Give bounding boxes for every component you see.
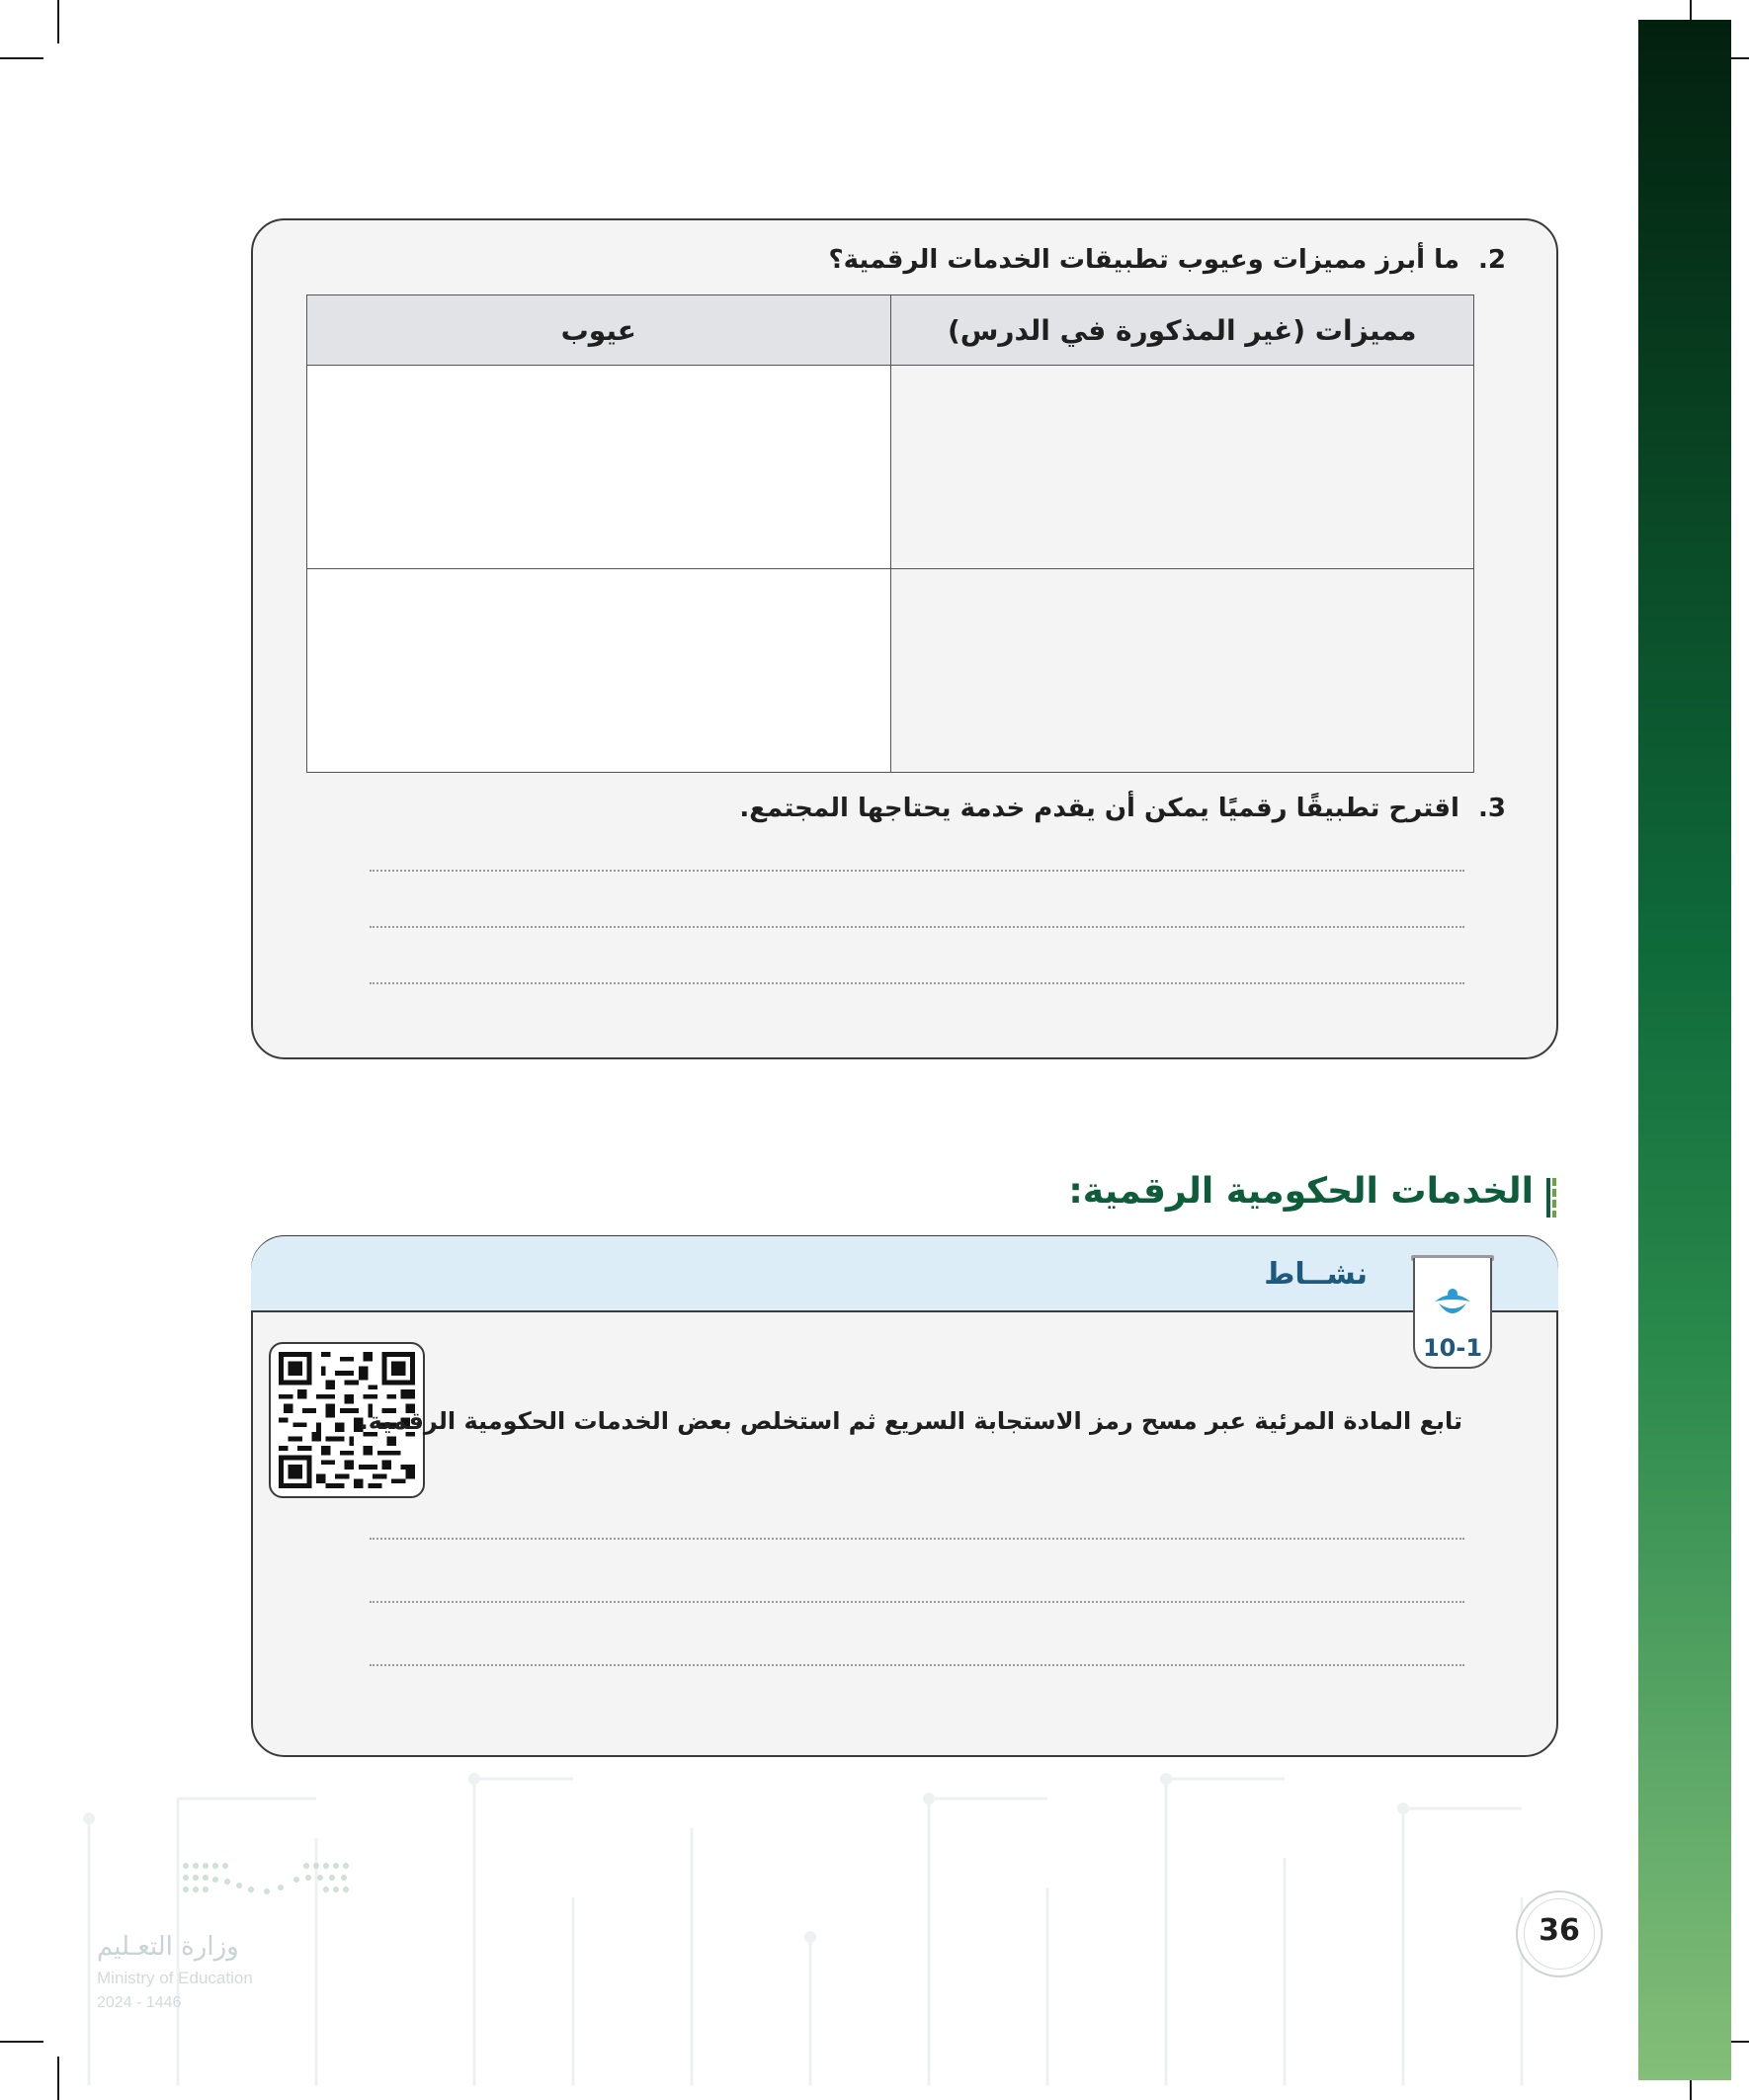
advantages-answer-cell[interactable] — [890, 569, 1474, 773]
background-decoration — [59, 1739, 1621, 2085]
answer-line[interactable] — [370, 1664, 1464, 1666]
disadvantages-header: عيوب — [307, 295, 891, 366]
table-row — [307, 366, 1474, 569]
answer-line[interactable] — [370, 926, 1464, 928]
question-3 — [739, 794, 1506, 823]
question-2 — [829, 245, 1506, 275]
activity-badge-number: 10-1 — [1422, 1334, 1483, 1362]
question-text: ما أبرز مميزات وعيوب تطبيقات الخدمات الرقمية؟ — [828, 245, 1459, 275]
crop-mark — [57, 0, 59, 43]
table-row — [307, 569, 1474, 773]
disadvantages-answer-cell[interactable] — [307, 366, 891, 569]
answer-line[interactable] — [370, 870, 1464, 872]
side-color-strip — [1638, 20, 1731, 2080]
activity-box — [251, 1235, 1558, 1757]
advantages-answer-cell[interactable] — [890, 366, 1474, 569]
activity-instruction: تابع المادة المرئية عبر مسح رمز الاستجابة السريع ثم استخلص بعض الخدمات الحكومية الرقمية. — [359, 1407, 1462, 1435]
advantages-header: مميزات (غير المذكورة في الدرس) — [890, 295, 1474, 366]
answer-line[interactable] — [370, 982, 1464, 984]
section-title: الخدمات الحكومية الرقمية: — [1068, 1171, 1534, 1212]
question-number: 3. — [1478, 794, 1506, 823]
answer-line[interactable] — [370, 1538, 1464, 1540]
advantages-disadvantages-table — [306, 294, 1474, 773]
ministry-logo-english: Ministry of Education — [97, 1969, 253, 1987]
ministry-logo-year: 2024 - 1446 — [97, 1994, 182, 2011]
question-text: اقترح تطبيقًا رقميًا يمكن أن يقدم خدمة يحتاجها المجتمع. — [739, 794, 1459, 823]
crop-mark — [0, 57, 43, 59]
disadvantages-answer-cell[interactable] — [307, 569, 891, 773]
ministry-logo-mark — [178, 1858, 356, 1907]
ministry-logo-arabic: وزارة التعـليم — [97, 1932, 239, 1962]
table-header-row — [307, 295, 1474, 366]
page-number: 36 — [1539, 1913, 1580, 1948]
activity-title: نشــاط — [1264, 1257, 1368, 1292]
activity-icon — [1413, 1258, 1492, 1327]
question-number: 2. — [1478, 245, 1506, 275]
section-title-marker — [1546, 1178, 1556, 1218]
crop-mark — [0, 2041, 43, 2043]
answer-line[interactable] — [370, 1601, 1464, 1603]
